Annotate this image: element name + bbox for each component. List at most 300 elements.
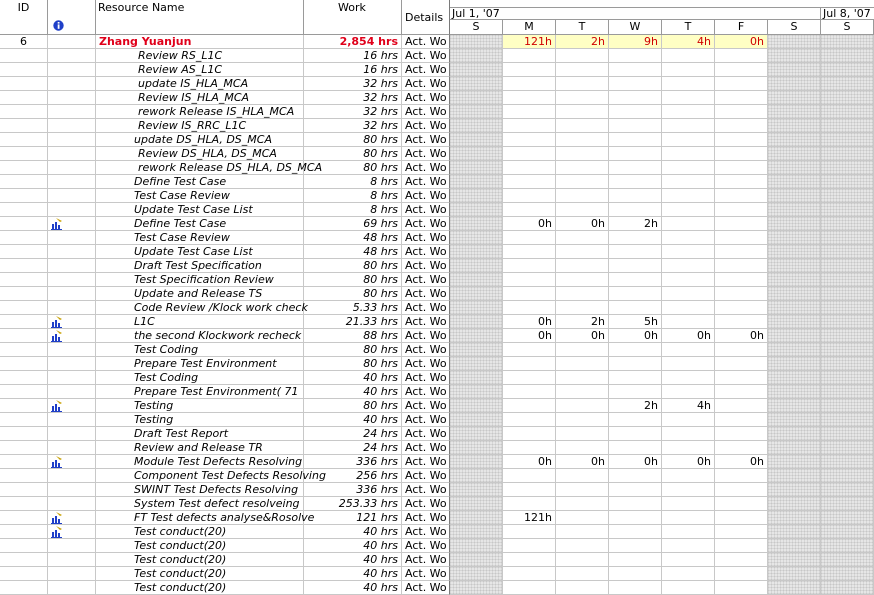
row-work[interactable]: 8 hrs <box>304 189 402 203</box>
day-cell[interactable] <box>821 91 874 105</box>
day-cell[interactable] <box>556 371 609 385</box>
row-resource-name[interactable]: Testing <box>96 413 304 427</box>
day-cell[interactable] <box>768 525 821 539</box>
row-resource-name[interactable]: FT Test defects analyse&Rosolve <box>96 511 304 525</box>
day-cell[interactable] <box>503 245 556 259</box>
day-cell[interactable]: 0h <box>609 455 662 469</box>
day-cell[interactable] <box>768 203 821 217</box>
day-cell[interactable]: 5h <box>609 315 662 329</box>
day-cell[interactable] <box>821 133 874 147</box>
day-cell[interactable] <box>662 119 715 133</box>
day-cell[interactable] <box>450 315 503 329</box>
day-cell[interactable] <box>821 287 874 301</box>
day-cell[interactable] <box>609 539 662 553</box>
row-resource-name[interactable]: the second Klockwork recheck <box>96 329 304 343</box>
day-cell[interactable] <box>662 217 715 231</box>
row-resource-name[interactable]: Component Test Defects Resolving <box>96 469 304 483</box>
day-cell[interactable] <box>662 357 715 371</box>
day-cell[interactable] <box>715 511 768 525</box>
day-cell[interactable] <box>503 469 556 483</box>
day-cell[interactable] <box>450 413 503 427</box>
day-cell[interactable] <box>768 553 821 567</box>
day-cell[interactable] <box>715 399 768 413</box>
row-work[interactable]: 32 hrs <box>304 91 402 105</box>
day-cell[interactable] <box>821 259 874 273</box>
day-cell[interactable] <box>450 35 503 49</box>
row-work[interactable]: 24 hrs <box>304 427 402 441</box>
day-cell[interactable] <box>609 469 662 483</box>
day-cell[interactable] <box>662 161 715 175</box>
day-cell[interactable] <box>503 49 556 63</box>
day-cell[interactable] <box>715 105 768 119</box>
day-cell[interactable] <box>609 273 662 287</box>
row-resource-name[interactable]: Prepare Test Environment( 71 <box>96 385 304 399</box>
day-cell[interactable] <box>450 427 503 441</box>
day-cell[interactable] <box>662 91 715 105</box>
row-resource-name[interactable]: SWINT Test Defects Resolving <box>96 483 304 497</box>
row-indicator[interactable] <box>48 189 96 203</box>
row-indicator[interactable] <box>48 427 96 441</box>
day-cell[interactable] <box>556 385 609 399</box>
day-cell[interactable] <box>556 357 609 371</box>
row-indicator[interactable] <box>48 525 96 539</box>
row-indicator[interactable] <box>48 273 96 287</box>
day-cell[interactable] <box>768 455 821 469</box>
day-cell[interactable] <box>609 497 662 511</box>
day-cell[interactable] <box>715 203 768 217</box>
day-cell[interactable] <box>821 119 874 133</box>
day-cell[interactable] <box>715 189 768 203</box>
day-cell[interactable] <box>715 147 768 161</box>
day-cell[interactable] <box>768 343 821 357</box>
resource-usage-icon[interactable] <box>51 456 63 468</box>
day-cell[interactable] <box>821 273 874 287</box>
day-cell[interactable] <box>556 567 609 581</box>
day-cell[interactable] <box>715 413 768 427</box>
table-row[interactable] <box>0 581 874 595</box>
day-cell[interactable] <box>821 315 874 329</box>
day-cell[interactable] <box>503 259 556 273</box>
day-cell[interactable] <box>450 287 503 301</box>
row-resource-name[interactable]: Testing <box>96 399 304 413</box>
day-cell[interactable] <box>556 497 609 511</box>
row-indicator[interactable] <box>48 399 96 413</box>
row-indicator[interactable] <box>48 161 96 175</box>
day-cell[interactable] <box>768 385 821 399</box>
day-cell[interactable] <box>821 511 874 525</box>
table-row[interactable] <box>0 343 874 357</box>
day-cell[interactable] <box>715 539 768 553</box>
day-cell[interactable]: 0h <box>556 329 609 343</box>
day-cell[interactable]: 121h <box>503 35 556 49</box>
row-work[interactable]: 40 hrs <box>304 413 402 427</box>
day-cell[interactable] <box>450 203 503 217</box>
row-work[interactable]: 80 hrs <box>304 273 402 287</box>
table-row[interactable] <box>0 553 874 567</box>
table-row[interactable] <box>0 357 874 371</box>
day-cell[interactable] <box>821 301 874 315</box>
day-cell[interactable] <box>662 63 715 77</box>
header-indicators[interactable] <box>48 0 96 35</box>
day-cell[interactable] <box>768 329 821 343</box>
day-cell[interactable] <box>821 497 874 511</box>
day-cell[interactable] <box>768 119 821 133</box>
row-indicator[interactable] <box>48 441 96 455</box>
day-cell[interactable] <box>609 175 662 189</box>
row-indicator[interactable] <box>48 63 96 77</box>
day-cell[interactable] <box>715 259 768 273</box>
row-resource-name[interactable]: Review IS_HLA_MCA <box>96 91 304 105</box>
table-row[interactable] <box>0 287 874 301</box>
row-work[interactable]: 40 hrs <box>304 385 402 399</box>
table-row[interactable] <box>0 371 874 385</box>
row-resource-name[interactable]: L1C <box>96 315 304 329</box>
day-cell[interactable] <box>450 245 503 259</box>
day-cell[interactable] <box>556 441 609 455</box>
day-cell[interactable] <box>768 539 821 553</box>
day-cell[interactable] <box>556 581 609 595</box>
day-cell[interactable] <box>556 91 609 105</box>
day-cell[interactable] <box>715 525 768 539</box>
day-cell[interactable] <box>715 497 768 511</box>
row-work[interactable]: 80 hrs <box>304 147 402 161</box>
day-cell[interactable] <box>768 581 821 595</box>
table-row[interactable] <box>0 133 874 147</box>
row-resource-name[interactable]: Test Case Review <box>96 231 304 245</box>
table-row[interactable] <box>0 329 874 343</box>
table-row[interactable] <box>0 189 874 203</box>
day-cell[interactable] <box>503 427 556 441</box>
day-cell[interactable] <box>503 119 556 133</box>
row-resource-name[interactable]: rework Release DS_HLA, DS_MCA <box>96 161 304 175</box>
day-cell[interactable] <box>450 217 503 231</box>
day-cell[interactable] <box>609 525 662 539</box>
day-cell[interactable] <box>556 147 609 161</box>
row-work[interactable]: 40 hrs <box>304 525 402 539</box>
row-work[interactable]: 256 hrs <box>304 469 402 483</box>
table-row[interactable] <box>0 301 874 315</box>
header-details[interactable] <box>402 0 450 35</box>
day-cell[interactable] <box>609 49 662 63</box>
day-cell[interactable] <box>503 161 556 175</box>
row-work[interactable]: 40 hrs <box>304 553 402 567</box>
day-cell[interactable] <box>768 273 821 287</box>
row-work[interactable]: 24 hrs <box>304 441 402 455</box>
day-cell[interactable] <box>609 133 662 147</box>
row-resource-name[interactable]: Define Test Case <box>96 217 304 231</box>
row-work[interactable]: 80 hrs <box>304 287 402 301</box>
table-row[interactable] <box>0 413 874 427</box>
row-work[interactable]: 48 hrs <box>304 231 402 245</box>
row-work[interactable]: 336 hrs <box>304 483 402 497</box>
row-work[interactable]: 40 hrs <box>304 371 402 385</box>
row-resource-name[interactable]: Review and Release TR <box>96 441 304 455</box>
day-cell[interactable] <box>609 91 662 105</box>
row-indicator[interactable] <box>48 329 96 343</box>
table-row[interactable] <box>0 539 874 553</box>
row-indicator[interactable] <box>48 105 96 119</box>
day-cell[interactable] <box>556 63 609 77</box>
day-cell[interactable] <box>450 161 503 175</box>
day-cell[interactable] <box>662 497 715 511</box>
table-row[interactable] <box>0 161 874 175</box>
day-cell[interactable] <box>821 147 874 161</box>
day-cell[interactable] <box>821 245 874 259</box>
day-cell[interactable] <box>503 357 556 371</box>
row-indicator[interactable] <box>48 259 96 273</box>
day-cell[interactable] <box>503 301 556 315</box>
day-header-0[interactable]: S <box>450 20 503 35</box>
day-cell[interactable] <box>503 399 556 413</box>
day-cell[interactable] <box>450 49 503 63</box>
table-row[interactable] <box>0 77 874 91</box>
day-cell[interactable] <box>609 231 662 245</box>
table-row[interactable] <box>0 105 874 119</box>
day-cell[interactable] <box>609 483 662 497</box>
row-resource-name[interactable]: Review AS_L1C <box>96 63 304 77</box>
day-cell[interactable] <box>821 77 874 91</box>
day-cell[interactable] <box>556 427 609 441</box>
day-cell[interactable] <box>450 567 503 581</box>
day-cell[interactable] <box>715 343 768 357</box>
day-cell[interactable]: 2h <box>609 399 662 413</box>
row-work[interactable]: 80 hrs <box>304 161 402 175</box>
day-header-2[interactable]: T <box>556 20 609 35</box>
day-cell[interactable] <box>609 511 662 525</box>
row-resource-name[interactable]: Test Case Review <box>96 189 304 203</box>
day-cell[interactable] <box>768 259 821 273</box>
day-cell[interactable] <box>662 273 715 287</box>
day-cell[interactable] <box>662 189 715 203</box>
day-cell[interactable] <box>450 273 503 287</box>
day-cell[interactable] <box>768 413 821 427</box>
day-header-1[interactable]: M <box>503 20 556 35</box>
day-cell[interactable] <box>662 133 715 147</box>
day-cell[interactable] <box>768 497 821 511</box>
day-cell[interactable] <box>715 175 768 189</box>
day-cell[interactable] <box>768 399 821 413</box>
day-cell[interactable] <box>715 77 768 91</box>
table-row[interactable] <box>0 119 874 133</box>
day-cell[interactable] <box>450 581 503 595</box>
day-cell[interactable]: 0h <box>556 217 609 231</box>
day-cell[interactable] <box>503 525 556 539</box>
day-cell[interactable] <box>662 469 715 483</box>
row-resource-name[interactable]: Update Test Case List <box>96 203 304 217</box>
row-work[interactable]: 8 hrs <box>304 175 402 189</box>
day-cell[interactable] <box>662 245 715 259</box>
day-header-4[interactable]: T <box>662 20 715 35</box>
day-cell[interactable] <box>662 483 715 497</box>
day-cell[interactable] <box>715 161 768 175</box>
row-work[interactable]: 69 hrs <box>304 217 402 231</box>
day-cell[interactable]: 0h <box>503 315 556 329</box>
row-indicator[interactable] <box>48 203 96 217</box>
row-resource-name[interactable]: update DS_HLA, DS_MCA <box>96 133 304 147</box>
day-cell[interactable] <box>768 35 821 49</box>
day-cell[interactable] <box>609 147 662 161</box>
day-cell[interactable] <box>609 441 662 455</box>
table-row[interactable] <box>0 469 874 483</box>
day-cell[interactable] <box>821 441 874 455</box>
day-cell[interactable] <box>715 49 768 63</box>
day-cell[interactable] <box>450 483 503 497</box>
day-cell[interactable] <box>821 63 874 77</box>
day-cell[interactable] <box>450 371 503 385</box>
day-cell[interactable]: 0h <box>715 455 768 469</box>
row-resource-name[interactable]: Test conduct(20) <box>96 567 304 581</box>
row-work[interactable]: 5.33 hrs <box>304 301 402 315</box>
day-cell[interactable] <box>556 483 609 497</box>
row-indicator[interactable] <box>48 315 96 329</box>
day-cell[interactable] <box>450 539 503 553</box>
row-resource-name[interactable]: Draft Test Report <box>96 427 304 441</box>
day-cell[interactable] <box>715 441 768 455</box>
day-header-3[interactable]: W <box>609 20 662 35</box>
day-cell[interactable] <box>450 231 503 245</box>
day-cell[interactable]: 121h <box>503 511 556 525</box>
day-cell[interactable] <box>715 273 768 287</box>
header-resource-name[interactable] <box>96 0 304 35</box>
table-row[interactable] <box>0 567 874 581</box>
day-cell[interactable] <box>662 413 715 427</box>
day-cell[interactable] <box>503 581 556 595</box>
day-cell[interactable] <box>662 203 715 217</box>
table-row[interactable] <box>0 245 874 259</box>
row-work[interactable]: 40 hrs <box>304 567 402 581</box>
row-work[interactable]: 253.33 hrs <box>304 497 402 511</box>
timescale-week-1[interactable] <box>450 8 821 20</box>
day-cell[interactable]: 0h <box>503 455 556 469</box>
day-cell[interactable] <box>821 105 874 119</box>
day-cell[interactable] <box>715 553 768 567</box>
day-cell[interactable] <box>821 427 874 441</box>
day-cell[interactable] <box>556 287 609 301</box>
day-cell[interactable] <box>556 469 609 483</box>
row-work[interactable]: 21.33 hrs <box>304 315 402 329</box>
day-cell[interactable] <box>503 413 556 427</box>
day-cell[interactable] <box>715 357 768 371</box>
row-indicator[interactable] <box>48 511 96 525</box>
day-cell[interactable] <box>715 231 768 245</box>
day-cell[interactable] <box>662 231 715 245</box>
day-cell[interactable] <box>821 483 874 497</box>
day-cell[interactable] <box>768 231 821 245</box>
day-cell[interactable] <box>821 189 874 203</box>
day-cell[interactable]: 2h <box>609 217 662 231</box>
day-cell[interactable] <box>662 525 715 539</box>
day-cell[interactable] <box>450 399 503 413</box>
row-work[interactable]: 48 hrs <box>304 245 402 259</box>
row-resource-name[interactable]: Test Coding <box>96 343 304 357</box>
day-cell[interactable] <box>768 441 821 455</box>
day-cell[interactable] <box>556 245 609 259</box>
table-row[interactable] <box>0 455 874 469</box>
row-resource-name[interactable]: update IS_HLA_MCA <box>96 77 304 91</box>
row-resource-name[interactable]: Review IS_RRC_L1C <box>96 119 304 133</box>
row-indicator[interactable] <box>48 553 96 567</box>
day-cell[interactable] <box>715 483 768 497</box>
day-cell[interactable] <box>609 385 662 399</box>
row-resource-name[interactable]: Code Review /Klock work check <box>96 301 304 315</box>
row-resource-name[interactable]: Review RS_L1C <box>96 49 304 63</box>
day-cell[interactable] <box>821 357 874 371</box>
day-cell[interactable] <box>662 343 715 357</box>
day-cell[interactable] <box>450 105 503 119</box>
row-resource-name[interactable]: Define Test Case <box>96 175 304 189</box>
resource-usage-icon[interactable] <box>51 512 63 524</box>
row-indicator[interactable] <box>48 567 96 581</box>
day-cell[interactable] <box>503 77 556 91</box>
resource-usage-icon[interactable] <box>51 316 63 328</box>
day-cell[interactable] <box>662 581 715 595</box>
row-work[interactable]: 80 hrs <box>304 343 402 357</box>
row-indicator[interactable] <box>48 581 96 595</box>
day-cell[interactable] <box>450 511 503 525</box>
day-cell[interactable] <box>556 511 609 525</box>
day-cell[interactable] <box>450 175 503 189</box>
day-cell[interactable] <box>768 133 821 147</box>
resource-usage-icon[interactable] <box>51 218 63 230</box>
day-cell[interactable] <box>503 273 556 287</box>
row-indicator[interactable] <box>48 385 96 399</box>
day-cell[interactable] <box>715 91 768 105</box>
day-cell[interactable] <box>768 371 821 385</box>
day-cell[interactable] <box>768 175 821 189</box>
day-cell[interactable] <box>715 385 768 399</box>
day-cell[interactable] <box>556 49 609 63</box>
day-cell[interactable] <box>715 287 768 301</box>
day-cell[interactable] <box>503 231 556 245</box>
day-cell[interactable] <box>821 539 874 553</box>
day-cell[interactable] <box>768 427 821 441</box>
day-cell[interactable] <box>662 427 715 441</box>
row-resource-name[interactable]: Test Specification Review <box>96 273 304 287</box>
day-cell[interactable] <box>768 357 821 371</box>
day-cell[interactable]: 0h <box>715 329 768 343</box>
row-resource-name[interactable]: Module Test Defects Resolving <box>96 455 304 469</box>
day-cell[interactable] <box>662 287 715 301</box>
table-row[interactable] <box>0 217 874 231</box>
row-indicator[interactable] <box>48 371 96 385</box>
row-indicator[interactable] <box>48 147 96 161</box>
row-work[interactable]: 80 hrs <box>304 399 402 413</box>
row-resource-name[interactable]: Test conduct(20) <box>96 553 304 567</box>
day-cell[interactable] <box>503 63 556 77</box>
day-cell[interactable] <box>821 469 874 483</box>
day-cell[interactable] <box>609 189 662 203</box>
day-cell[interactable] <box>609 245 662 259</box>
day-cell[interactable]: 0h <box>609 329 662 343</box>
resource-usage-icon[interactable] <box>51 330 63 342</box>
day-cell[interactable] <box>662 539 715 553</box>
day-cell[interactable] <box>450 133 503 147</box>
day-cell[interactable] <box>450 63 503 77</box>
row-resource-name[interactable]: Zhang Yuanjun <box>96 35 304 49</box>
day-cell[interactable] <box>450 357 503 371</box>
day-cell[interactable] <box>662 441 715 455</box>
summary-row[interactable] <box>0 35 874 49</box>
day-cell[interactable] <box>450 525 503 539</box>
row-indicator[interactable] <box>48 455 96 469</box>
row-work[interactable]: 16 hrs <box>304 63 402 77</box>
row-resource-name[interactable]: Test conduct(20) <box>96 539 304 553</box>
day-cell[interactable] <box>450 343 503 357</box>
day-cell[interactable] <box>715 245 768 259</box>
day-cell[interactable] <box>450 91 503 105</box>
day-cell[interactable] <box>768 483 821 497</box>
day-cell[interactable] <box>609 161 662 175</box>
